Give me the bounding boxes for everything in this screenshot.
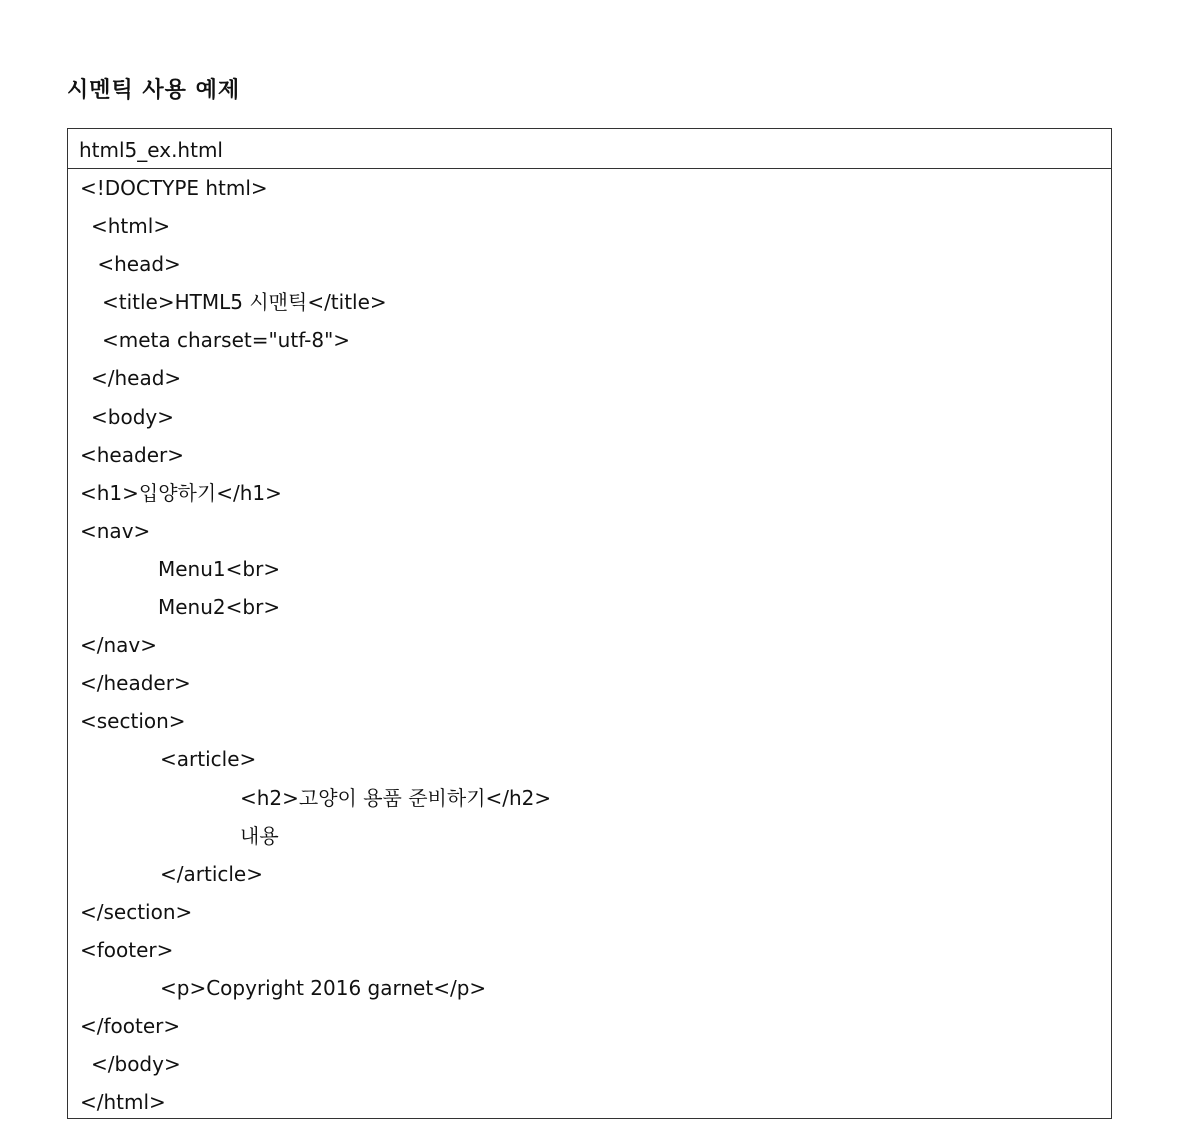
code-line: 내용 — [240, 823, 279, 848]
code-line: <!DOCTYPE html> — [80, 176, 268, 200]
code-line: </head> — [91, 366, 182, 391]
code-line: </section> — [80, 899, 193, 924]
code-line: <article> — [160, 747, 257, 772]
code-line: <h1>입양하기</h1> — [80, 480, 282, 505]
code-lines — [68, 169, 1111, 1121]
code-line: <header> — [80, 442, 184, 467]
code-line: </nav> — [80, 633, 158, 658]
code-line: <nav> — [80, 518, 151, 543]
code-line: </article> — [160, 861, 263, 886]
code-line: <html> — [91, 214, 171, 239]
code-line: <p>Copyright 2016 garnet</p> — [160, 975, 487, 1000]
code-line: </body> — [91, 1052, 181, 1077]
code-line: <head> — [91, 252, 181, 277]
code-line: <body> — [91, 404, 174, 429]
code-line: Menu1<br> — [158, 556, 281, 581]
code-line: <meta charset="utf-8"> — [102, 328, 351, 353]
code-line: </html> — [80, 1090, 166, 1115]
code-line: <h2>고양이 용품 준비하기</h2> — [240, 785, 552, 810]
code-line: </header> — [80, 671, 191, 696]
code-filename: html5_ex.html — [68, 129, 1111, 169]
code-line: <section> — [80, 709, 186, 734]
code-line: Menu2<br> — [158, 595, 281, 620]
code-example-box — [67, 128, 1112, 1119]
document-title: 시멘틱 사용 예제 — [67, 78, 241, 103]
code-line: <title>HTML5 시맨틱</title> — [102, 290, 387, 315]
code-line: </footer> — [80, 1014, 181, 1039]
code-line: <footer> — [80, 937, 174, 962]
